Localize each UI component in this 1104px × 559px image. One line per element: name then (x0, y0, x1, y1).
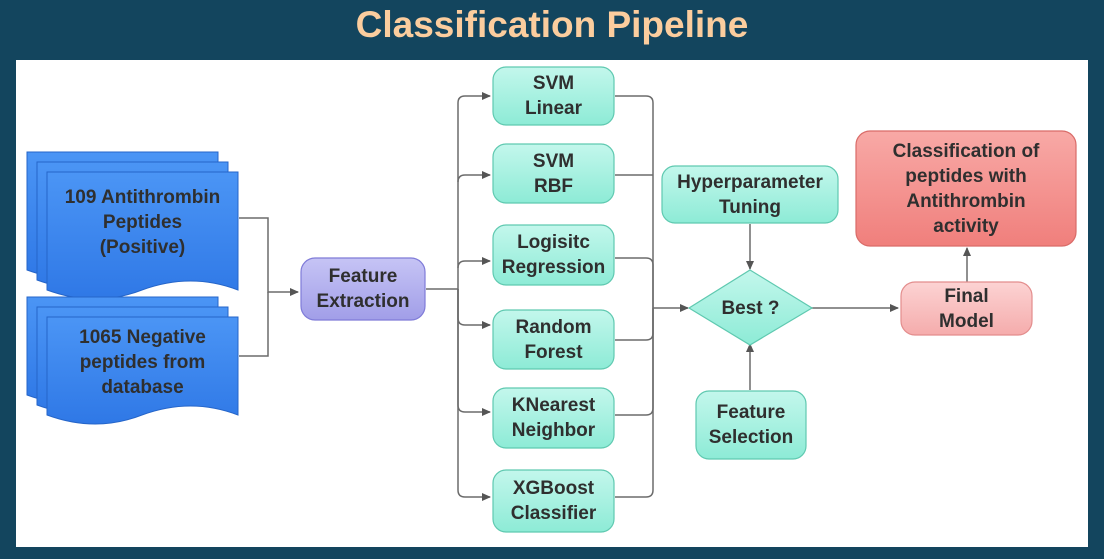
connector-xgboost-to-best (615, 308, 653, 497)
model-node-svm-linear (493, 67, 614, 125)
model-node-random-forest (493, 310, 614, 369)
hyperparameter-tuning-node (662, 166, 838, 223)
classification-result-node (856, 131, 1076, 246)
connector-feature-to-logistic (458, 261, 490, 268)
feature-selection-label: Feature Selection (708, 402, 794, 448)
connector-random-forest-to-best (615, 308, 653, 340)
model-node-logistic-regression (493, 225, 614, 285)
feature-selection-node (696, 391, 806, 459)
connector-feature-to-svm-rbf (458, 175, 490, 182)
connector-positive-to-feature (239, 218, 298, 292)
model-node-xgboost (493, 470, 614, 532)
connector-feature-to-xgboost (458, 289, 490, 497)
feature-extraction-node (301, 258, 425, 320)
negative-peptides-label: 1065 Negative peptides from database (79, 326, 206, 398)
positive-peptides-document (27, 152, 238, 299)
logistic-regression-label: Logisitc Regression (501, 232, 606, 278)
page-title: Classification Pipeline (355, 4, 749, 45)
connector-feature-to-random-forest (458, 289, 490, 325)
svm-rbf-label: SVM RBF (532, 150, 575, 197)
diagram-svg (16, 60, 1088, 547)
random-forest-label: Random Forest (515, 316, 592, 363)
diagram-canvas (16, 60, 1088, 547)
best-decision-label: Best ? (721, 297, 780, 319)
connector-feature-to-svm-linear (458, 96, 490, 289)
final-model-label: Final Model (939, 285, 994, 332)
svm-linear-label: SVM Linear (524, 73, 583, 119)
negative-peptides-document (27, 297, 238, 424)
connector-negative-to-feature (239, 292, 268, 356)
model-node-knearest-neighbor (493, 388, 614, 448)
connector-knn-to-best (615, 308, 653, 415)
connector-svm-linear-to-best (615, 96, 653, 308)
connector-feature-to-knn (458, 289, 490, 412)
model-node-svm-rbf (493, 144, 614, 203)
feature-extraction-label: Feature Extraction (316, 266, 410, 312)
final-model-node (901, 282, 1032, 335)
positive-peptides-label: 109 Antithrombin Peptides (Positive) (64, 186, 221, 258)
xgboost-label: XGBoost Classifier (510, 478, 597, 524)
connector-logistic-to-best (615, 258, 653, 308)
classification-result-label: Classification of peptides with Antithrombin activity (892, 140, 1040, 237)
best-decision-node (689, 270, 812, 345)
hyperparameter-tuning-label: Hyperparameter Tuning (677, 171, 823, 218)
knearest-neighbor-label: KNearest Neighbor (511, 395, 596, 441)
